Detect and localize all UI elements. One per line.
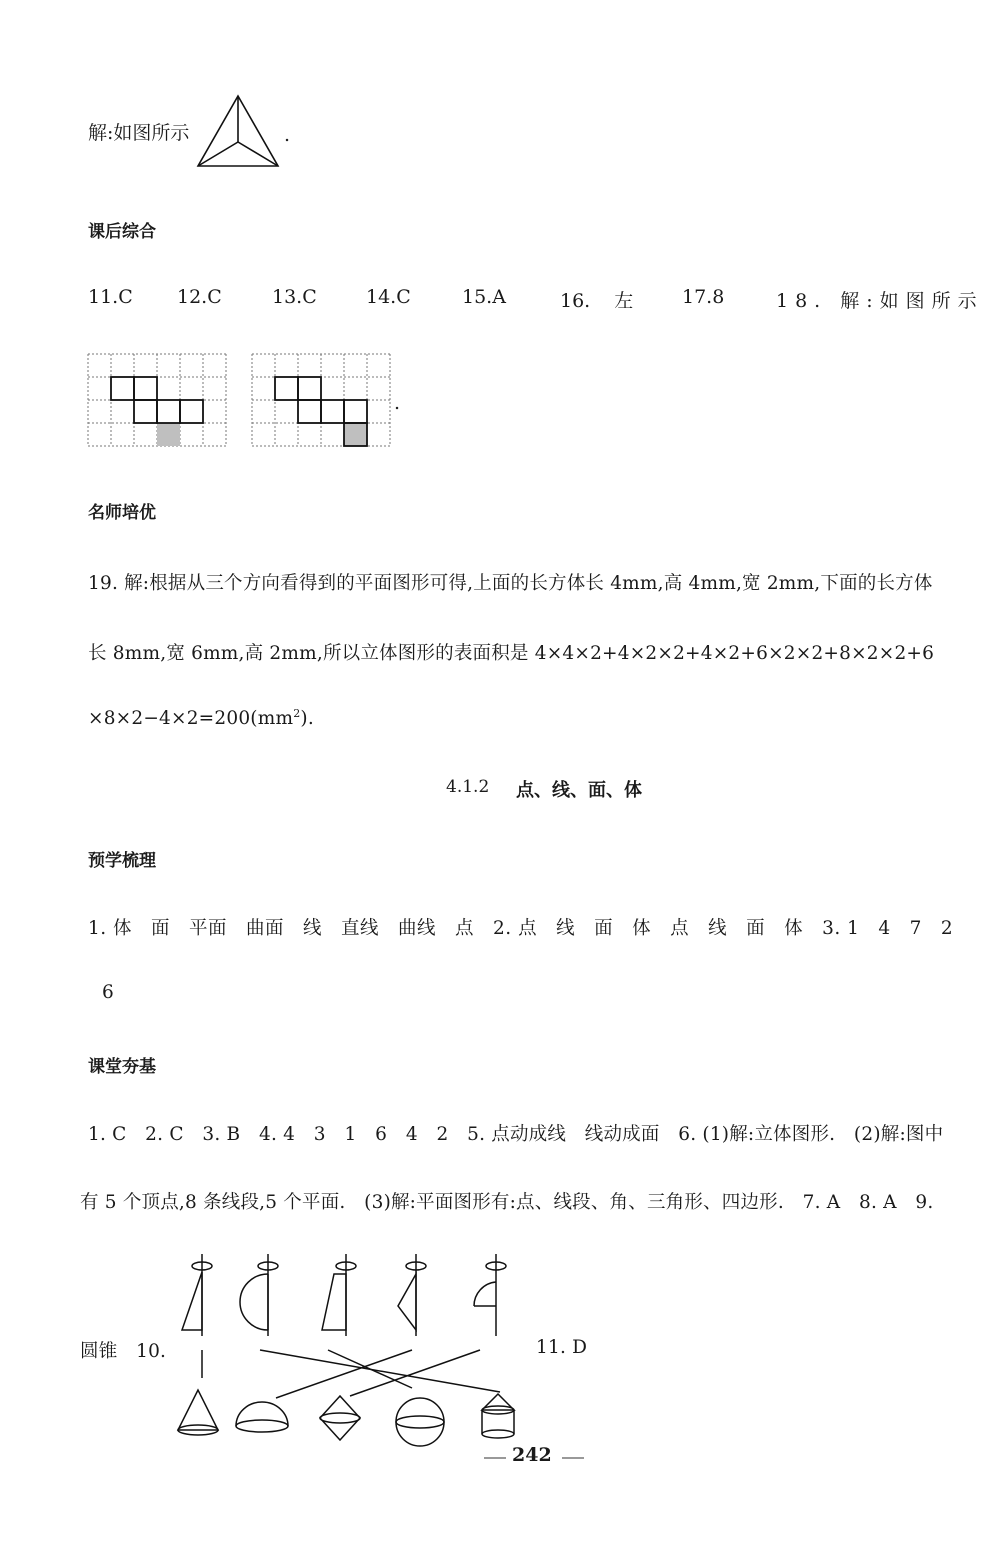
classroom-line1: 1. C 2. C 3. B 4. 4 3 1 6 4 2 5. 点动成线 线动成面 6. (1)解:立体图形. (2)解:图中 — [88, 1124, 944, 1145]
plane-shape-1 — [182, 1254, 212, 1336]
rotation-matching-figure — [168, 1250, 538, 1450]
classroom-line3-b: 11. D — [536, 1337, 588, 1358]
preview-line1: 1. 体 面 平面 曲面 线 直线 曲线 点 2. 点 线 面 体 点 线 面 体 3. 1 4 7 2 — [88, 918, 954, 939]
q19-superscript: 2 — [293, 707, 301, 720]
solid-hemisphere — [236, 1402, 288, 1432]
page-number: 242 — [512, 1444, 552, 1466]
plane-shape-5 — [474, 1254, 506, 1336]
matching-lines — [202, 1350, 500, 1398]
classroom-line2: 有 5 个顶点,8 条线段,5 个平面. (3)解:平面图形有:点、线段、角、三角形、四边形. 7. A 8. A 9. — [80, 1192, 934, 1213]
answer-18: 18. 解:如图所示 — [776, 290, 984, 312]
answer-15: 15.A — [462, 286, 506, 308]
classroom-line3-a: 圆锥 10. — [80, 1341, 167, 1362]
q19-line3-text: ×8×2−4×2=200(mm — [88, 708, 294, 730]
section-heading-after-class: 课后综合 — [88, 222, 156, 242]
grid-period: . — [394, 392, 401, 414]
solid-sphere — [396, 1398, 444, 1446]
section-heading-preview: 预学梳理 — [88, 851, 156, 871]
q19-line3-end: ). — [300, 708, 314, 730]
section-heading-teacher: 名师培优 — [88, 503, 156, 523]
preview-line2: 6 — [102, 982, 114, 1003]
q19-line2: 长 8mm,宽 6mm,高 2mm,所以立体图形的表面积是 4×4×2+4×2×2+4×2+6×2×2+8×2×2+6 — [88, 643, 935, 664]
answer-13: 13.C — [272, 286, 317, 308]
subsection-number: 4.1.2 — [446, 777, 490, 797]
plane-shape-3 — [322, 1254, 356, 1336]
subsection-title: 点、线、面、体 — [516, 780, 642, 801]
solid-cone — [178, 1390, 218, 1435]
solid-double-cone — [320, 1396, 360, 1440]
solid-cylinder-cone — [482, 1394, 514, 1438]
plane-shape-2 — [240, 1254, 278, 1336]
triangle-figure — [194, 92, 282, 170]
answer-14: 14.C — [366, 286, 411, 308]
answer-16: 16. 左 — [560, 290, 634, 312]
grid-figures — [86, 352, 406, 450]
period-mark: . — [284, 124, 291, 146]
q19-line1: 19. 解:根据从三个方向看得到的平面图形可得,上面的长方体长 4mm,高 4mm,宽 2mm,下面的长方体 — [88, 573, 933, 594]
grid-figure-left — [88, 354, 226, 446]
plane-shape-4 — [398, 1254, 426, 1336]
answer-11: 11.C — [88, 286, 133, 308]
grid-figure-right — [252, 354, 390, 446]
answer-17: 17.8 — [682, 286, 725, 308]
answer-intro: 解:如图所示 — [88, 122, 190, 144]
q19-line3 — [88, 707, 314, 729]
answer-12: 12.C — [177, 286, 222, 308]
section-heading-classroom: 课堂夯基 — [88, 1057, 156, 1077]
